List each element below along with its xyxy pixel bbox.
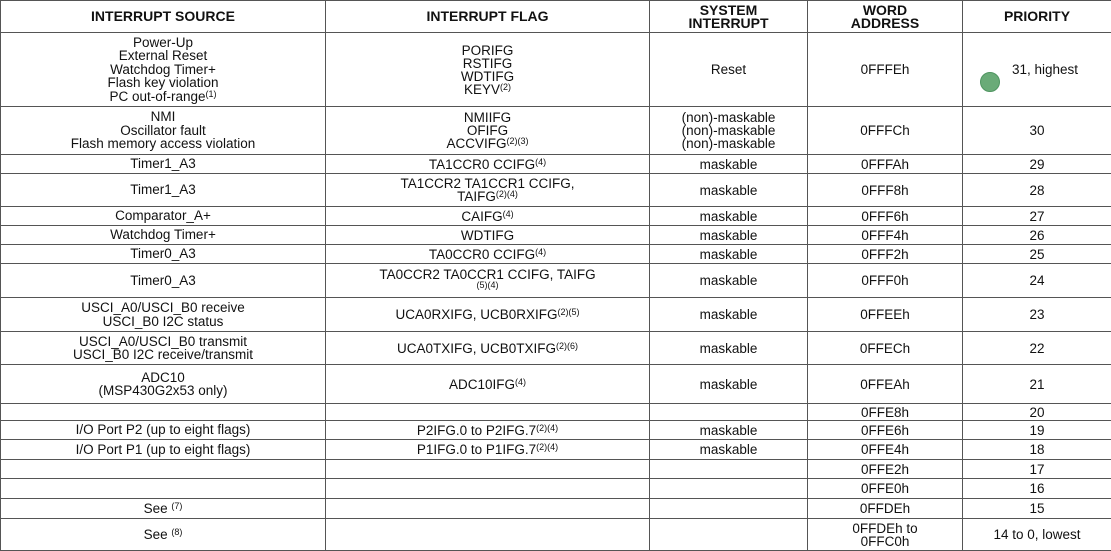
header-word-address	[808, 1, 963, 33]
cell-text: Timer0_A3	[130, 273, 196, 288]
table-row	[1, 479, 1111, 499]
cell-line: 0FFE6h	[812, 424, 958, 437]
cell-source	[1, 264, 326, 298]
cell-text: See	[144, 527, 172, 542]
cell-line	[5, 90, 321, 103]
table-body	[1, 33, 1111, 551]
cell-line: maskable	[654, 443, 803, 456]
cell-system	[650, 460, 808, 479]
cell-line: 20	[967, 406, 1107, 419]
cell-line: 0FFECh	[812, 342, 958, 355]
cell-priority	[963, 298, 1111, 332]
cell-line: 30	[967, 124, 1107, 137]
cell-line	[330, 83, 645, 96]
cell-line	[5, 348, 321, 361]
table-row	[1, 245, 1111, 264]
cell-address	[808, 107, 963, 155]
cell-line: 0FFEAh	[812, 378, 958, 391]
cell-priority	[963, 332, 1111, 365]
cell-text: USCI_A0/USCI_B0 transmit	[79, 334, 247, 349]
cell-text: ADC10IFG	[449, 377, 515, 392]
cell-flag	[326, 264, 650, 298]
cell-line: maskable	[654, 378, 803, 391]
header-text: PRIORITY	[967, 10, 1107, 23]
cell-flag	[326, 107, 650, 155]
table-row	[1, 460, 1111, 479]
cell-line: maskable	[654, 342, 803, 355]
cell-address	[808, 440, 963, 460]
cell-source	[1, 365, 326, 404]
cell-source	[1, 207, 326, 226]
cell-line	[330, 229, 645, 242]
cell-priority	[963, 226, 1111, 245]
cell-line: 23	[967, 308, 1107, 321]
cell-priority	[963, 33, 1111, 107]
cell-line: 31, highest	[975, 63, 1111, 76]
cell-line: 22	[967, 342, 1107, 355]
cell-line	[5, 157, 321, 170]
header-text: WORD	[812, 4, 958, 17]
cell-source	[1, 404, 326, 421]
cell-text: TA1CCR0 CCIFG	[429, 157, 535, 172]
cell-flag	[326, 421, 650, 440]
cell-line: 28	[967, 184, 1107, 197]
cell-line: 17	[967, 463, 1107, 476]
cell-priority	[963, 440, 1111, 460]
cell-text: Oscillator fault	[120, 123, 206, 138]
cell-system	[650, 519, 808, 551]
cell-text: PC out-of-range	[109, 89, 205, 104]
cell-line	[330, 281, 645, 294]
cell-line: 0FFDEh	[812, 502, 958, 515]
cell-line: 0FFE4h	[812, 443, 958, 456]
cell-text: UCA0TXIFG, UCB0TXIFG	[397, 341, 556, 356]
cell-text: TA0CCR2 TA0CCR1 CCIFG, TAIFG	[379, 267, 595, 282]
cell-line	[5, 76, 321, 89]
cell-text: PORIFG	[462, 43, 514, 58]
footnote-ref: (2)(3)	[507, 136, 529, 146]
cell-address	[808, 264, 963, 298]
cell-line: 0FFFCh	[812, 124, 958, 137]
cell-text: NMIIFG	[464, 110, 511, 125]
header-priority	[963, 1, 1111, 33]
table-row	[1, 207, 1111, 226]
cell-line: 16	[967, 482, 1107, 495]
cell-text: Flash memory access violation	[71, 136, 256, 151]
cell-flag	[326, 460, 650, 479]
cell-system	[650, 479, 808, 499]
cell-text: I/O Port P1 (up to eight flags)	[76, 442, 251, 457]
cell-text: Timer0_A3	[130, 246, 196, 261]
cell-line: 0FFF2h	[812, 248, 958, 261]
cell-line: (non)-maskable	[654, 137, 803, 150]
cell-address	[808, 245, 963, 264]
cell-system	[650, 245, 808, 264]
cell-text: ACCVIFG	[446, 136, 506, 151]
header-row	[1, 1, 1111, 33]
cell-priority	[963, 207, 1111, 226]
cell-text: CAIFG	[461, 209, 502, 224]
cell-text: Watchdog Timer+	[110, 227, 216, 242]
cell-priority	[963, 107, 1111, 155]
table-row	[1, 519, 1111, 551]
cell-line	[5, 528, 321, 541]
cell-address	[808, 226, 963, 245]
cell-line	[5, 384, 321, 397]
cell-address	[808, 460, 963, 479]
cell-priority	[963, 174, 1111, 207]
cell-line: maskable	[654, 210, 803, 223]
cell-line	[330, 158, 645, 171]
cell-line: 0FFEEh	[812, 308, 958, 321]
cell-priority	[963, 404, 1111, 421]
cell-text: USCI_B0 I2C receive/transmit	[73, 347, 253, 362]
cell-address	[808, 332, 963, 365]
cell-line	[5, 423, 321, 436]
cell-flag	[326, 332, 650, 365]
footnote-ref: (7)	[171, 501, 182, 511]
cell-text: KEYV	[464, 82, 500, 97]
cell-system	[650, 440, 808, 460]
footnote-ref: (2)(6)	[556, 341, 578, 351]
cell-line	[330, 424, 645, 437]
cell-line: maskable	[654, 308, 803, 321]
cell-line: 24	[967, 274, 1107, 287]
cell-flag	[326, 155, 650, 174]
cell-line	[330, 378, 645, 391]
cell-line	[5, 247, 321, 260]
cell-text: OFIFG	[467, 123, 508, 138]
header-text: SYSTEM	[654, 4, 803, 17]
cell-priority	[963, 155, 1111, 174]
cell-system	[650, 499, 808, 519]
cell-source	[1, 245, 326, 264]
cell-system	[650, 107, 808, 155]
cell-line	[5, 49, 321, 62]
table-row	[1, 404, 1111, 421]
cell-line: 0FFF0h	[812, 274, 958, 287]
table-row	[1, 264, 1111, 298]
table-row	[1, 226, 1111, 245]
cell-line: maskable	[654, 274, 803, 287]
cell-text: WDTIFG	[461, 228, 514, 243]
cell-address	[808, 404, 963, 421]
cell-line	[330, 342, 645, 355]
cell-line: 25	[967, 248, 1107, 261]
cell-priority	[963, 499, 1111, 519]
table-row	[1, 298, 1111, 332]
footnote-ref: (1)	[206, 89, 217, 99]
table-row	[1, 107, 1111, 155]
cell-line: (non)-maskable	[654, 111, 803, 124]
cell-line	[5, 63, 321, 76]
cell-line: (non)-maskable	[654, 124, 803, 137]
cell-text: Flash key violation	[107, 75, 218, 90]
cell-address	[808, 365, 963, 404]
cell-priority	[963, 460, 1111, 479]
cell-line: 29	[967, 158, 1107, 171]
cell-flag	[326, 207, 650, 226]
cell-source	[1, 332, 326, 365]
cell-line	[330, 308, 645, 321]
cell-priority	[963, 245, 1111, 264]
cell-system	[650, 421, 808, 440]
footnote-ref: (5)(4)	[477, 280, 499, 290]
cell-line: maskable	[654, 158, 803, 171]
cell-line	[5, 124, 321, 137]
cell-text: P1IFG.0 to P1IFG.7	[417, 442, 536, 457]
cell-address	[808, 207, 963, 226]
cell-line	[330, 190, 645, 203]
cell-flag	[326, 33, 650, 107]
cell-source	[1, 107, 326, 155]
cell-text: Comparator_A+	[115, 208, 211, 223]
footnote-ref: (4)	[515, 377, 526, 387]
cell-flag	[326, 226, 650, 245]
cell-line: 0FFFEh	[812, 63, 958, 76]
cell-line: maskable	[654, 184, 803, 197]
cell-line: 0FFE2h	[812, 463, 958, 476]
cursor-indicator-icon	[980, 72, 1000, 92]
cell-flag	[326, 404, 650, 421]
cell-source	[1, 421, 326, 440]
cell-source	[1, 460, 326, 479]
cell-line	[5, 443, 321, 456]
cell-line	[5, 371, 321, 384]
cell-source	[1, 298, 326, 332]
cell-address	[808, 519, 963, 551]
cell-flag	[326, 365, 650, 404]
cell-line: 19	[967, 424, 1107, 437]
cell-flag	[326, 499, 650, 519]
header-text: INTERRUPT FLAG	[330, 10, 645, 23]
cell-priority	[963, 479, 1111, 499]
cell-system	[650, 298, 808, 332]
cell-system	[650, 332, 808, 365]
table-row	[1, 365, 1111, 404]
cell-address	[808, 33, 963, 107]
cell-line	[5, 36, 321, 49]
cell-line: 14 to 0, lowest	[967, 528, 1107, 541]
cell-line: 0FFDEh to	[812, 522, 958, 535]
cell-system	[650, 33, 808, 107]
cell-source	[1, 440, 326, 460]
cell-text: See	[144, 501, 172, 516]
cell-flag	[326, 519, 650, 551]
cell-source	[1, 499, 326, 519]
cell-priority	[963, 519, 1111, 551]
cell-text: UCA0RXIFG, UCB0RXIFG	[395, 307, 557, 322]
table-row	[1, 421, 1111, 440]
cell-system	[650, 226, 808, 245]
cell-line: 0FFF8h	[812, 184, 958, 197]
cell-line: maskable	[654, 248, 803, 261]
cell-text: NMI	[151, 109, 176, 124]
cell-line	[5, 183, 321, 196]
cell-text: Power-Up	[133, 35, 193, 50]
cell-text: (MSP430G2x53 only)	[98, 383, 227, 398]
cell-text: P2IFG.0 to P2IFG.7	[417, 423, 536, 438]
cell-text: I/O Port P2 (up to eight flags)	[76, 422, 251, 437]
cell-flag	[326, 479, 650, 499]
cell-line	[330, 137, 645, 150]
cell-text: WDTIFG	[461, 69, 514, 84]
cell-source	[1, 519, 326, 551]
cell-system	[650, 207, 808, 226]
cell-line: 0FFE8h	[812, 406, 958, 419]
cell-line	[5, 110, 321, 123]
cell-flag	[326, 298, 650, 332]
cell-flag	[326, 245, 650, 264]
cell-line	[5, 228, 321, 241]
cell-line	[5, 274, 321, 287]
cell-source	[1, 155, 326, 174]
cell-line: 0FFE0h	[812, 482, 958, 495]
table-row	[1, 332, 1111, 365]
footnote-ref: (4)	[535, 157, 546, 167]
cell-address	[808, 421, 963, 440]
cell-line	[5, 315, 321, 328]
cell-line: 0FFF6h	[812, 210, 958, 223]
table-row	[1, 440, 1111, 460]
cell-text: Watchdog Timer+	[110, 62, 216, 77]
cell-line	[330, 210, 645, 223]
cell-text: ADC10	[141, 370, 185, 385]
cell-line: maskable	[654, 424, 803, 437]
cell-system	[650, 264, 808, 298]
footnote-ref: (2)(5)	[558, 307, 580, 317]
header-system-interrupt	[650, 1, 808, 33]
header-interrupt-flag	[326, 1, 650, 33]
cell-address	[808, 499, 963, 519]
cell-address	[808, 479, 963, 499]
cell-line: 0FFC0h	[812, 535, 958, 548]
cell-line	[5, 301, 321, 314]
table-row	[1, 499, 1111, 519]
cell-source	[1, 226, 326, 245]
header-text: INTERRUPT	[654, 17, 803, 30]
table-row	[1, 155, 1111, 174]
cell-line: Reset	[654, 63, 803, 76]
cell-text: RSTIFG	[463, 56, 513, 71]
cell-line	[330, 248, 645, 261]
cell-line	[5, 137, 321, 150]
footnote-ref: (2)(4)	[536, 442, 558, 452]
cell-line: 26	[967, 229, 1107, 242]
footnote-ref: (4)	[503, 209, 514, 219]
cell-text: TAIFG	[457, 189, 496, 204]
cell-address	[808, 298, 963, 332]
cell-source	[1, 479, 326, 499]
footnote-ref: (8)	[171, 527, 182, 537]
cell-source	[1, 33, 326, 107]
cell-text: External Reset	[119, 48, 208, 63]
cell-line: 18	[967, 443, 1107, 456]
footnote-ref: (4)	[535, 247, 546, 257]
table-row	[1, 174, 1111, 207]
header-interrupt-source	[1, 1, 326, 33]
cell-flag	[326, 440, 650, 460]
cell-priority	[963, 365, 1111, 404]
cell-line	[5, 335, 321, 348]
cell-text: USCI_A0/USCI_B0 receive	[81, 300, 245, 315]
footnote-ref: (2)(4)	[536, 423, 558, 433]
cell-system	[650, 155, 808, 174]
cell-line	[5, 502, 321, 515]
cell-system	[650, 404, 808, 421]
cell-line	[330, 443, 645, 456]
cell-text: Timer1_A3	[130, 156, 196, 171]
cell-line: 0FFF4h	[812, 229, 958, 242]
cell-address	[808, 155, 963, 174]
cell-text: Timer1_A3	[130, 182, 196, 197]
table-row	[1, 33, 1111, 107]
cell-text: USCI_B0 I2C status	[103, 314, 224, 329]
cell-system	[650, 174, 808, 207]
cell-system	[650, 365, 808, 404]
cell-line: 21	[967, 378, 1107, 391]
cell-source	[1, 174, 326, 207]
footnote-ref: (2)(4)	[496, 189, 518, 199]
cell-address	[808, 174, 963, 207]
cell-flag	[326, 174, 650, 207]
cell-line: 15	[967, 502, 1107, 515]
cell-line: maskable	[654, 229, 803, 242]
header-text: INTERRUPT SOURCE	[5, 10, 321, 23]
cell-text: TA0CCR0 CCIFG	[429, 247, 535, 262]
cell-priority	[963, 421, 1111, 440]
footnote-ref: (2)	[500, 82, 511, 92]
cell-text: TA1CCR2 TA1CCR1 CCIFG,	[400, 176, 574, 191]
cell-line	[5, 209, 321, 222]
cell-line: 27	[967, 210, 1107, 223]
cell-line: 0FFFAh	[812, 158, 958, 171]
cell-priority	[963, 264, 1111, 298]
header-text: ADDRESS	[812, 17, 958, 30]
